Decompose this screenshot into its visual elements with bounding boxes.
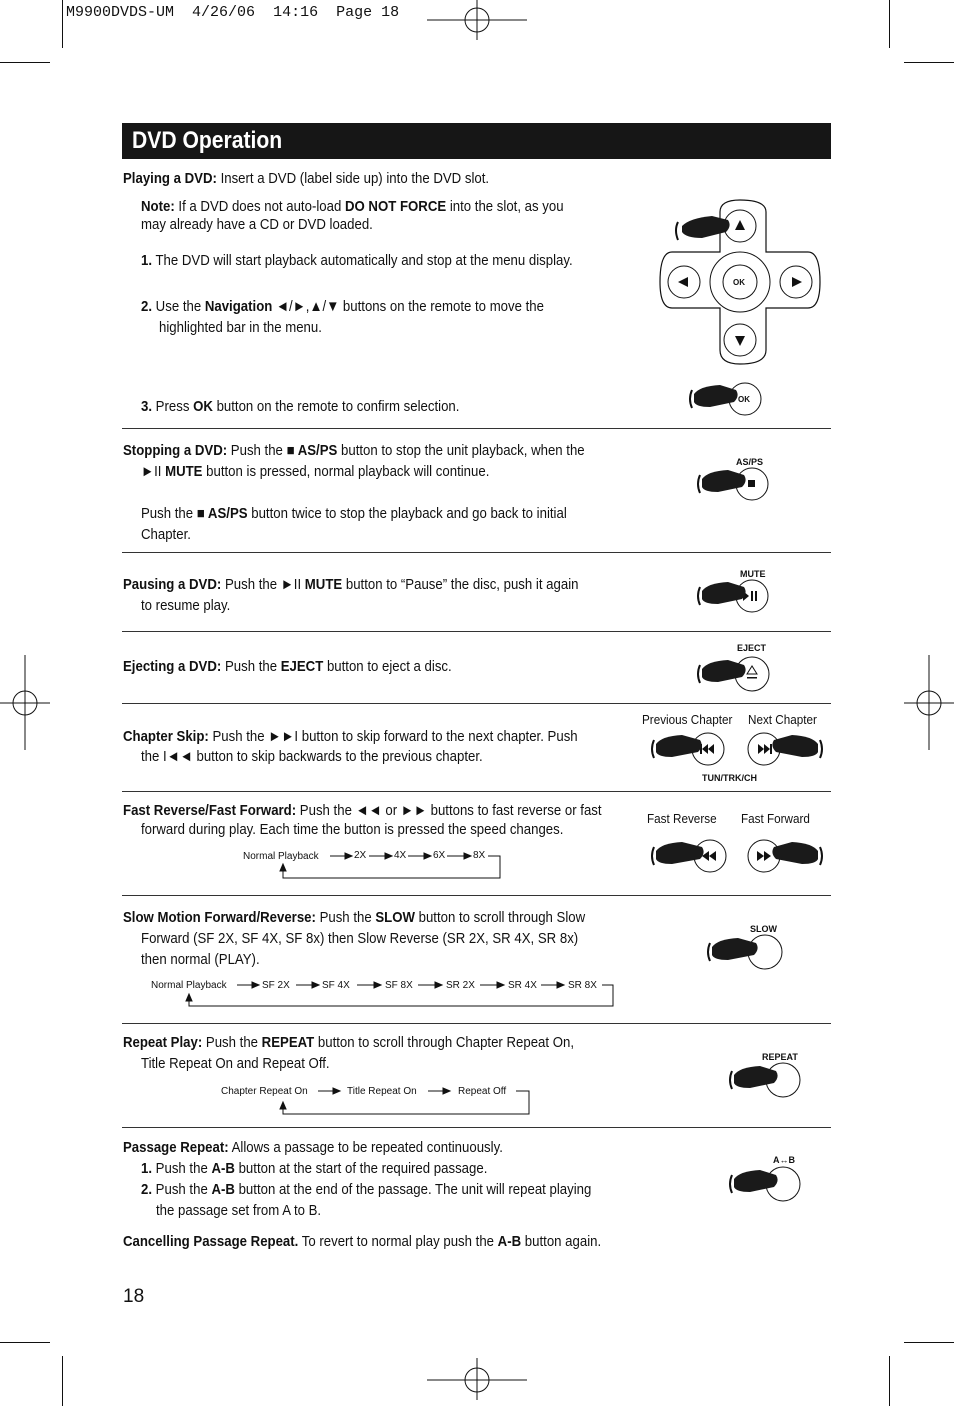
mute-button-label: MUTE (740, 569, 766, 579)
passage-step-1: 1. Push the A-B button at the start of the required passage. (141, 1160, 488, 1177)
flow-chapter-repeat: Chapter Repeat On (221, 1086, 308, 1097)
page-number: 18 (123, 1286, 145, 1307)
passage-line1: Passage Repeat: Allows a passage to be repeated continuously. (123, 1139, 503, 1156)
flow-sr8x: SR 8X (568, 980, 597, 991)
ejecting-line: Ejecting a DVD: Push the EJECT button to eject a disc. (123, 658, 452, 675)
playing-note-line2: may already have a CD or DVD loaded. (141, 216, 373, 233)
eject-button-label: EJECT (737, 643, 767, 653)
divider (122, 1127, 831, 1128)
stopping-line2: ►II MUTE button is pressed, normal playback will continue. (141, 463, 490, 480)
pausing-line1: Pausing a DVD: Push the ►II MUTE button to “Pause” the disc, push it again (123, 576, 579, 593)
repeat-line2: Title Repeat On and Repeat Off. (141, 1055, 330, 1072)
page-title: DVD Operation (132, 127, 283, 154)
ab-button (726, 1164, 816, 1208)
flow-repeat-off: Repeat Off (458, 1086, 507, 1097)
stopping-line1: Stopping a DVD: Push the ■ AS/PS button to stop the unit playback, when the (123, 442, 585, 459)
playing-step-3: 3. Press OK button on the remote to confirm selection. (141, 398, 460, 415)
playing-intro: Playing a DVD: Insert a DVD (label side up) into the DVD slot. (123, 170, 490, 187)
tun-trk-ch-label: TUN/TRK/CH (702, 773, 757, 783)
previous-chapter-label: Previous Chapter (642, 712, 733, 727)
passage-step-2-line2: the passage set from A to B. (156, 1202, 322, 1219)
flow-normal: Normal Playback (243, 851, 319, 862)
chapter-line1: Chapter Skip: Push the ►►I button to skip forward to the next chapter. Push (123, 728, 578, 745)
playing-step-1: 1. The DVD will start playback automatically and stop at the menu display. (141, 252, 573, 269)
fast-line1: Fast Reverse/Fast Forward: Push the ◄◄ or ►► buttons to fast reverse or fast (123, 802, 602, 819)
passage-step-2: 2. Push the A-B button at the end of the passage. The unit will repeat playing (141, 1181, 592, 1198)
stopping-para2-line2: Chapter. (141, 526, 191, 543)
flow-sf8x: SF 8X (385, 980, 413, 991)
playing-step-2-line2: highlighted bar in the menu. (159, 319, 322, 336)
ab-button-label: A↔B (773, 1155, 795, 1165)
playing-step-2: 2. Use the Navigation ◄/►,▲/▼ buttons on the remote to move the (141, 298, 544, 315)
flow-normal: Normal Playback (151, 980, 227, 991)
print-date: 4/26/06 (192, 4, 256, 21)
ok-button-label: OK (738, 395, 750, 404)
flow-2x: 2X (354, 850, 367, 861)
repeat-button-label: REPEAT (762, 1052, 798, 1062)
repeat-line1: Repeat Play: Push the REPEAT button to scroll through Chapter Repeat On, (123, 1034, 575, 1051)
flow-sf2x: SF 2X (262, 980, 290, 991)
print-code: M9900DVDS-UM (66, 4, 175, 21)
nav-ok-label: OK (733, 278, 745, 287)
flow-4x: 4X (394, 850, 407, 861)
flow-8x: 8X (473, 850, 486, 861)
flow-sr4x: SR 4X (508, 980, 537, 991)
slow-line1: Slow Motion Forward/Reverse: Push the SLOW button to scroll through Slow (123, 909, 586, 926)
fast-forward-label: Fast Forward (741, 811, 810, 826)
flow-sr2x: SR 2X (446, 980, 475, 991)
pausing-line2: to resume play. (141, 597, 231, 614)
print-page: Page 18 (336, 4, 400, 21)
playing-note: Note: If a DVD does not auto-load DO NOT FORCE into the slot, as you (141, 198, 564, 215)
fast-line2: forward during play. Each time the button is pressed the speed changes. (141, 821, 564, 838)
chapter-line2: the I◄◄ button to skip backwards to the previous chapter. (141, 748, 483, 765)
flow-sf4x: SF 4X (322, 980, 350, 991)
next-chapter-label: Next Chapter (748, 712, 817, 727)
fast-reverse-label: Fast Reverse (647, 811, 717, 826)
slow-line2: Forward (SF 2X, SF 4X, SF 8x) then Slow Reverse (SR 2X, SR 4X, SR 8x) (141, 930, 579, 947)
stopping-para2: Push the ■ AS/PS button twice to stop the playback and go back to initial (141, 505, 567, 522)
slow-button-label: SLOW (750, 924, 777, 934)
flow-6x: 6X (433, 850, 446, 861)
slow-line3: then normal (PLAY). (141, 951, 260, 968)
flow-title-repeat: Title Repeat On (347, 1086, 417, 1097)
print-time: 14:16 (273, 4, 319, 21)
cancel-line: Cancelling Passage Repeat. To revert to normal play push the A-B button again. (123, 1233, 602, 1250)
asps-button-label: AS/PS (736, 457, 764, 467)
